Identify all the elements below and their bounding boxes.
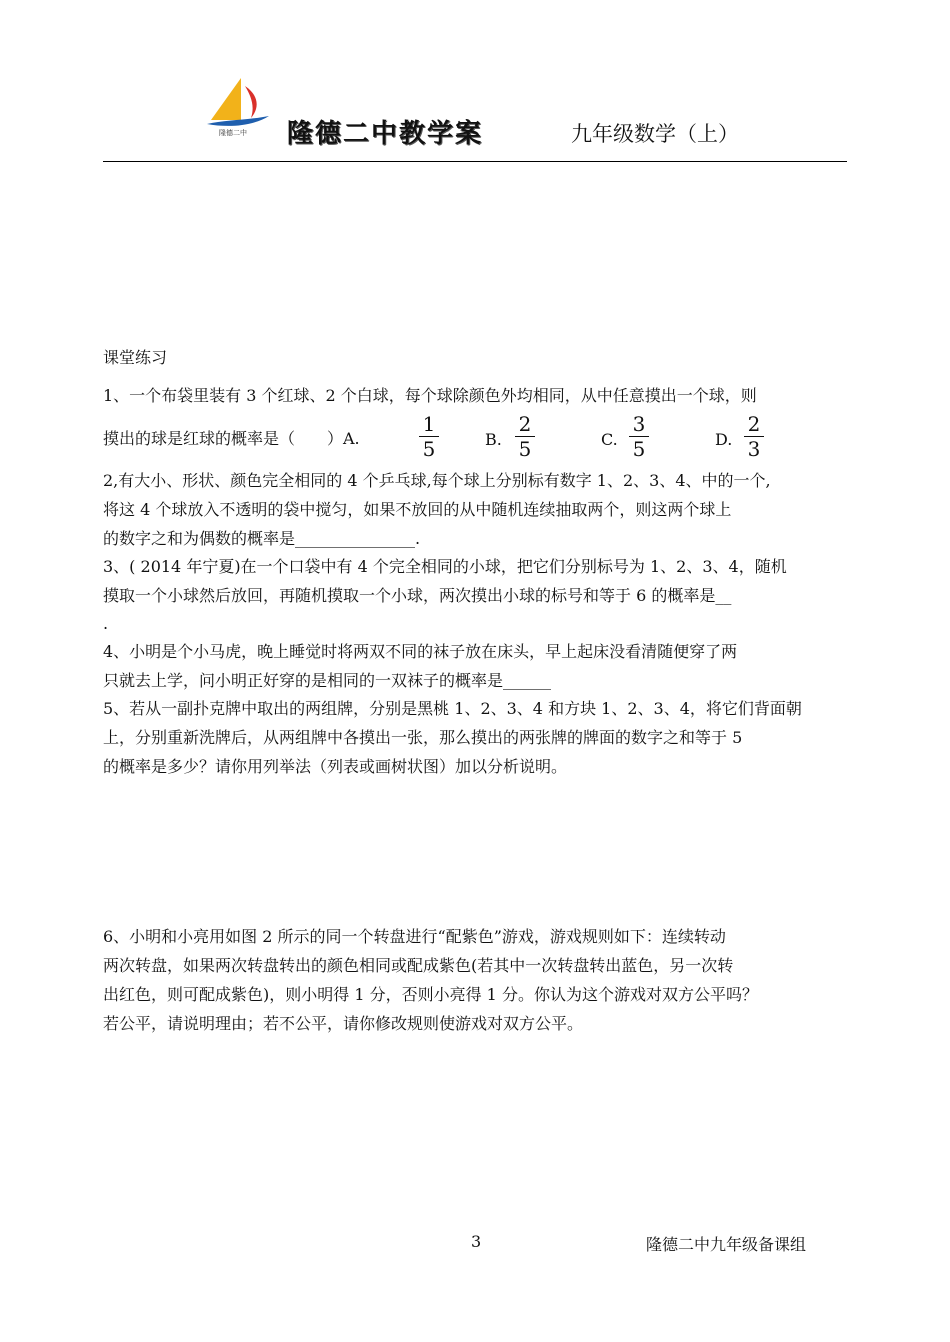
q1-option-a-fraction: 1 5 — [419, 413, 439, 460]
q6-line-1: 6、小明和小亮用如图 2 所示的同一个转盘进行“配紫色”游戏，游戏规则如下：连续转动 — [103, 927, 726, 946]
q1-line-1: 1、一个布袋里装有 3 个红球、2 个白球，每个球除颜色外均相同，从中任意摸出一个球，则 — [103, 386, 757, 405]
q4-line-1: 4、小明是个小马虎，晚上睡觉时将两双不同的袜子放在床头，早上起床没看清随便穿了两 — [103, 642, 738, 661]
q4-line-2: 只就去上学，问小明正好穿的是相同的一双袜子的概率是______ — [103, 671, 552, 690]
section-title: 课堂练习 — [103, 348, 168, 367]
q1-option-c-fraction: 3 5 — [629, 413, 649, 460]
q2-line-1: 2,有大小、形状、颜色完全相同的 4 个乒乓球,每个球上分别标有数字 1、2、3、4、中的一个, — [103, 471, 771, 490]
q1-prefix: 摸出的球是红球的概率是（ ）A. — [103, 429, 360, 448]
q1-option-c-label: C. — [601, 430, 618, 449]
q6-line-4: 若公平，请说明理由；若不公平，请你修改规则使游戏对双方公平。 — [103, 1014, 584, 1033]
sailboat-logo-icon — [205, 76, 271, 138]
q3-line-1: 3、( 2014 年宁夏)在一个口袋中有 4 个完全相同的小球，把它们分别标号为 1、2、3、4，随机 — [103, 557, 787, 576]
q1-option-d-label: D. — [715, 430, 733, 449]
q1-option-d-fraction: 2 3 — [744, 413, 764, 460]
q2-line-2: 将这 4 个球放入不透明的袋中搅匀，如果不放回的从中随机连续抽取两个，则这两个球上 — [103, 500, 732, 519]
header-divider — [103, 161, 847, 162]
school-logo — [205, 76, 271, 138]
page-number: 3 — [471, 1232, 482, 1251]
logo-caption: 隆德二中 — [219, 129, 247, 137]
school-title: 隆德二中教学案 — [287, 119, 484, 149]
q5-line-3: 的概率是多少？请你用列举法（列表或画树状图）加以分析说明。 — [103, 757, 568, 776]
q6-line-2: 两次转盘，如果两次转盘转出的颜色相同或配成紫色(若其中一次转盘转出蓝色，另一次转 — [103, 956, 734, 975]
q3-line-3: . — [103, 614, 109, 633]
q2-line-3: 的数字之和为偶数的概率是_______________. — [103, 529, 421, 548]
grade-title: 九年级数学（上） — [571, 122, 739, 146]
q1-line-2 — [103, 424, 360, 454]
q6-line-3: 出红色，则可配成紫色)，则小明得 1 分，否则小亮得 1 分。你认为这个游戏对双方公平吗？ — [103, 985, 758, 1004]
q5-line-2: 上，分别重新洗牌后，从两组牌中各摸出一张，那么摸出的两张牌的牌面的数字之和等于 5 — [103, 728, 743, 747]
q1-option-b-label: B. — [485, 430, 502, 449]
q3-line-2: 摸取一个小球然后放回，再随机摸取一个小球，两次摸出小球的标号和等于 6 的概率是__ — [103, 586, 732, 605]
footer-team: 隆德二中九年级备课组 — [646, 1235, 807, 1254]
q1-option-b-fraction: 2 5 — [515, 413, 535, 460]
q5-line-1: 5、若从一副扑克牌中取出的两组牌，分别是黑桃 1、2、3、4 和方块 1、2、3、4，将它们背面朝 — [103, 699, 802, 718]
